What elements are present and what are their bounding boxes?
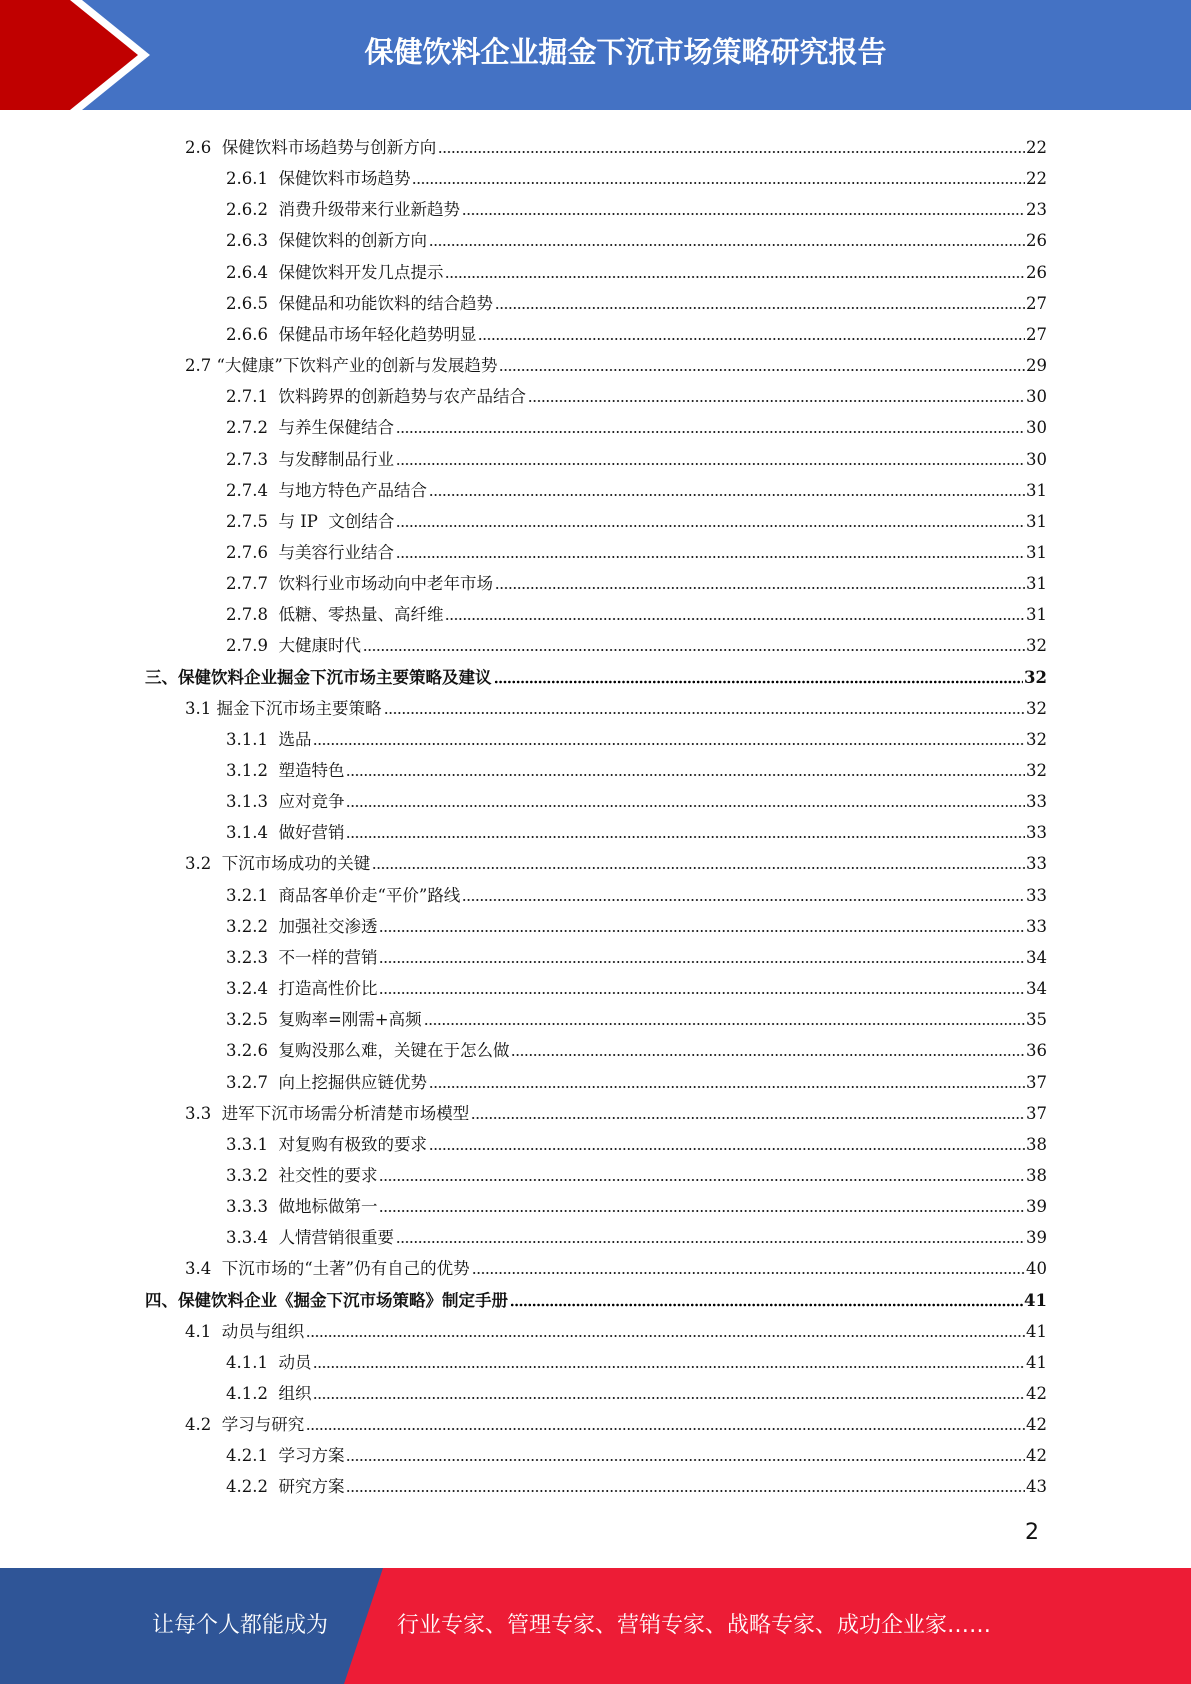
toc-section[interactable] [185,1094,1047,1125]
toc-subsection[interactable] [226,813,1047,844]
toc-subsection[interactable] [226,190,1047,221]
toc-entry-page: 42 [1026,1415,1047,1435]
footer-slogan-right: 行业专家、管理专家、营销专家、战略专家、成功企业家…… [397,1613,992,1638]
toc-entry-page: 31 [1026,511,1047,531]
toc-entry-number: 3.1.1 [226,729,279,749]
toc-dot-leader [379,1209,1025,1213]
toc-entry-page: 42 [1026,1446,1047,1466]
toc-entry-title: 保健饮料开发几点提示 [278,262,444,282]
report-title: 保健饮料企业掘金下沉市场策略研究报告 [364,35,887,69]
toc-dot-leader [462,212,1025,216]
toc-entry-page: 30 [1026,449,1047,469]
toc-entry-title: 保健饮料企业《掘金下沉市场策略》制定手册 [178,1290,508,1310]
toc-entry-number: 2.6.5 [226,293,279,313]
toc-dot-leader [363,648,1025,652]
toc-entry-number: 3.2.7 [226,1072,279,1092]
toc-dot-leader [495,306,1025,310]
toc-section[interactable] [185,346,1047,377]
toc-subsection[interactable] [226,1125,1047,1156]
toc-dot-leader [396,462,1025,466]
toc-dot-leader [445,617,1025,621]
toc-dot-leader [346,1489,1025,1493]
toc-entry-page: 39 [1026,1197,1047,1217]
toc-entry-page: 27 [1026,324,1047,344]
toc-dot-leader [472,1271,1025,1275]
toc-dot-leader [379,929,1025,933]
toc-entry-number: 4.2.2 [226,1477,279,1497]
toc-entry-page: 22 [1026,138,1047,157]
toc-entry-page: 29 [1026,356,1047,376]
toc-dot-leader [379,991,1025,995]
toc-entry-number: 2.7.2 [226,418,279,438]
toc-entry-title: 复购没那么难，关键在于怎么做 [278,1041,510,1061]
toc-entry-page: 38 [1026,1134,1047,1154]
toc-subsection[interactable] [226,626,1047,657]
toc-subsection[interactable] [226,1156,1047,1187]
toc-dot-leader [379,960,1025,964]
toc-entry-page: 26 [1026,231,1047,251]
toc-entry-number: 3.2.5 [226,1010,279,1030]
toc-entry-title: 与养生保健结合 [278,418,394,438]
toc-dot-leader [313,1365,1025,1369]
toc-entry-page: 32 [1026,698,1047,718]
toc-entry-page: 31 [1026,574,1047,594]
toc-entry-title: 学习与研究 [221,1415,305,1435]
toc-entry-title: 下沉市场成功的关键 [221,854,371,874]
toc-entry-number: 2.6.1 [226,169,279,189]
toc-entry-title: 保健饮料的创新方向 [278,231,427,251]
toc-dot-leader [429,1085,1025,1089]
toc-dot-leader [379,1178,1025,1182]
toc-dot-leader [429,243,1025,247]
toc-entry-title: 下沉市场的“土著”仍有自己的优势 [221,1259,470,1279]
toc-entry-number: 2.7.4 [226,480,279,500]
toc-dot-leader [424,1022,1025,1026]
toc-section[interactable] [185,1312,1047,1343]
toc-entry-page: 40 [1026,1259,1047,1279]
toc-dot-leader [412,181,1025,185]
toc-subsection[interactable] [226,876,1047,907]
toc-entry-page: 32 [1024,667,1047,687]
toc-entry-page: 30 [1026,387,1047,407]
toc-subsection[interactable] [226,1467,1047,1498]
toc-entry-number: 2.7.1 [226,387,279,407]
toc-dot-leader [372,866,1025,870]
toc-entry-page: 43 [1026,1477,1047,1497]
toc-entry-title: 保健品市场年轻化趋势明显 [278,324,477,344]
toc-entry-number: 3.3.2 [226,1165,279,1185]
toc-entry-page: 31 [1026,480,1047,500]
toc-entry-title: 打造高性价比 [278,979,378,999]
toc-dot-leader [396,524,1025,528]
toc-subsection[interactable] [226,1218,1047,1249]
toc-subsection[interactable] [226,1187,1047,1218]
toc-section[interactable] [185,128,1047,159]
toc-entry-page: 33 [1026,792,1047,812]
toc-subsection[interactable] [226,751,1047,782]
toc-entry-number: 3.2.6 [226,1041,279,1061]
toc-entry-number: 3.1.3 [226,792,279,812]
page-number: 2 [1025,1520,1039,1545]
toc-section[interactable] [185,844,1047,875]
toc-entry-number: 4.2 [185,1415,222,1435]
toc-dot-leader [384,711,1026,715]
toc-subsection[interactable] [226,1374,1047,1405]
toc-entry-title: 掘金下沉市场主要策略 [216,698,382,718]
toc-section[interactable] [185,1405,1047,1436]
toc-entry-page: 33 [1026,854,1047,874]
toc-subsection[interactable] [226,502,1047,533]
toc-entry-page: 33 [1026,885,1047,905]
toc-entry-number: 2.6.3 [226,231,279,251]
page-footer [0,1568,1191,1684]
toc-entry-number: 3.1 [185,698,217,718]
toc-dot-leader [313,1396,1025,1400]
toc-entry-page: 31 [1026,605,1047,625]
toc-subsection[interactable] [226,1063,1047,1094]
toc-entry-title: 动员与组织 [221,1321,305,1341]
toc-subsection[interactable] [226,595,1047,626]
toc-subsection[interactable] [226,408,1047,439]
toc-entry-title: 社交性的要求 [278,1165,378,1185]
toc-entry-title: 人情营销很重要 [278,1228,394,1248]
toc-dot-leader [396,1240,1025,1244]
toc-entry-number: 4.1.1 [226,1352,279,1372]
toc-entry-title: 向上挖掘供应链优势 [278,1072,427,1092]
toc-entry-number: 4.2.1 [226,1446,279,1466]
toc-entry-title: 进军下沉市场需分析清楚市场模型 [221,1103,470,1123]
toc-entry-number: 2.6 [185,138,222,157]
toc-entry-number: 3.3.4 [226,1228,279,1248]
toc-entry-title: “大健康”下饮料产业的创新与发展趋势 [216,356,498,376]
toc-entry-page: 33 [1026,823,1047,843]
toc-entry-page: 23 [1026,200,1047,220]
toc-chapter[interactable] [145,658,1047,689]
toc-entry-title: 对复购有极致的要求 [278,1134,427,1154]
toc-entry-number: 2.6.2 [226,200,279,220]
toc-dot-leader [494,680,1024,684]
toc-subsection[interactable] [226,1343,1047,1374]
toc-entry-title: 选品 [278,729,312,749]
toc-entry-page: 30 [1026,418,1047,438]
toc-entry-title: 与美容行业结合 [278,542,394,562]
toc-entry-title: 饮料跨界的创新趋势与农产品结合 [278,387,526,407]
toc-dot-leader [346,804,1025,808]
page-header [0,0,1191,110]
chevron-decoration-icon [0,0,160,110]
toc-entry-page: 27 [1026,293,1047,313]
toc-subsection[interactable] [226,253,1047,284]
toc-entry-number: 2.7.6 [226,542,279,562]
toc-entry-title: 做地标做第一 [278,1197,378,1217]
toc-entry-number: 3.2.2 [226,916,279,936]
toc-entry-page: 41 [1024,1290,1047,1310]
toc-subsection[interactable] [226,440,1047,471]
toc-entry-title: 动员 [278,1352,312,1372]
toc-entry-page: 37 [1026,1103,1047,1123]
toc-dot-leader [396,555,1025,559]
toc-entry-number: 4.1 [185,1321,222,1341]
toc-entry-number: 3.4 [185,1259,222,1279]
toc-entry-page: 34 [1026,979,1047,999]
toc-subsection[interactable] [226,782,1047,813]
toc-subsection[interactable] [226,377,1047,408]
toc-entry-title: 与地方特色产品结合 [278,480,427,500]
toc-entry-number: 3.3 [185,1103,222,1123]
toc-entry-page: 22 [1026,169,1047,189]
toc-subsection[interactable] [226,533,1047,564]
toc-dot-leader [478,337,1025,341]
toc-entry-number: 3.2.4 [226,979,279,999]
toc-entry-page: 41 [1026,1352,1047,1372]
toc-subsection[interactable] [226,564,1047,595]
toc-entry-title: 保健饮料企业掘金下沉市场主要策略及建议 [178,667,492,687]
toc-entry-page: 32 [1026,761,1047,780]
toc-entry-number: 三、 [145,667,178,687]
toc-entry-title: 大健康时代 [278,636,361,656]
toc-entry-page: 35 [1026,1010,1047,1030]
toc-entry-title: 饮料行业市场动向中老年市场 [278,574,493,594]
toc-chapter[interactable] [145,1281,1047,1312]
toc-entry-title: 与发酵制品行业 [278,449,394,469]
toc-entry-title: 低糖、零热量、高纤维 [278,605,444,625]
toc-subsection[interactable] [226,969,1047,1000]
toc-subsection[interactable] [226,159,1047,190]
toc-entry-number: 3.3.3 [226,1197,279,1217]
toc-subsection[interactable] [226,1031,1047,1062]
toc-subsection[interactable] [226,315,1047,346]
toc-entry-title: 组织 [278,1384,312,1403]
toc-entry-number: 2.7.5 [226,511,279,531]
toc-dot-leader [471,1116,1025,1120]
toc-dot-leader [313,742,1025,746]
toc-dot-leader [462,898,1025,902]
toc-entry-number: 2.7.7 [226,574,279,594]
toc-entry-page: 38 [1026,1165,1047,1185]
toc-entry-page: 32 [1026,636,1047,656]
toc-entry-title: 学习方案 [278,1446,345,1466]
toc-entry-title: 做好营销 [278,823,345,843]
toc-dot-leader [346,835,1025,839]
toc-dot-leader [511,1053,1025,1057]
toc-entry-page: 41 [1026,1321,1047,1341]
toc-dot-leader [528,399,1025,403]
toc-subsection[interactable] [226,471,1047,502]
toc-subsection[interactable] [226,938,1047,969]
toc-subsection[interactable] [226,907,1047,938]
toc-entry-page: 42 [1026,1384,1047,1403]
toc-entry-title: 保健饮料市场趋势 [278,169,411,189]
toc-entry-title: 加强社交渗透 [278,916,378,936]
toc-entry-number: 3.1.4 [226,823,279,843]
toc-subsection[interactable] [226,284,1047,315]
toc-dot-leader [438,150,1025,154]
toc-entry-number: 3.2.3 [226,947,279,967]
toc-entry-page: 34 [1026,947,1047,967]
toc-subsection[interactable] [226,1000,1047,1031]
toc-entry-number: 3.2.1 [226,885,279,905]
toc-entry-number: 3.2 [185,854,222,874]
toc-subsection[interactable] [226,221,1047,252]
toc-dot-leader [306,1334,1025,1338]
toc-entry-title: 研究方案 [278,1477,345,1497]
toc-entry-title: 不一样的营销 [278,947,378,967]
toc-entry-page: 31 [1026,542,1047,562]
toc-entry-page: 36 [1026,1041,1047,1061]
toc-entry-number: 2.7.9 [226,636,279,656]
toc-entry-title: 应对竞争 [278,792,345,812]
toc-dot-leader [445,275,1025,279]
toc-entry-title: 复购率=刚需+高频 [278,1010,422,1030]
toc-dot-leader [429,1147,1025,1151]
toc-entry-number: 2.6.4 [226,262,279,282]
toc-entry-page: 33 [1026,916,1047,936]
toc-entry-page: 39 [1026,1228,1047,1248]
toc-entry-number: 2.7 [185,356,217,376]
toc-entry-page: 37 [1026,1072,1047,1092]
toc-entry-number: 四、 [145,1290,178,1310]
toc-entry-number: 3.1.2 [226,761,279,780]
toc-section[interactable] [185,689,1047,720]
toc-entry-number: 3.3.1 [226,1134,279,1154]
toc-dot-leader [306,1427,1025,1431]
toc-dot-leader [429,493,1025,497]
toc-entry-title: 保健饮料市场趋势与创新方向 [221,138,437,157]
toc-dot-leader [510,1303,1023,1307]
toc-entry-page: 32 [1026,729,1047,749]
toc-entry-page: 26 [1026,262,1047,282]
toc-subsection[interactable] [226,1436,1047,1467]
toc-entry-number: 2.7.3 [226,449,279,469]
toc-dot-leader [346,1458,1025,1462]
toc-entry-title: 与 IP 文创结合 [278,511,395,531]
toc-entry-number: 2.6.6 [226,324,279,344]
toc-entry-title: 塑造特色 [278,761,345,780]
toc-dot-leader [346,773,1025,777]
toc-dot-leader [396,430,1025,434]
toc-entry-number: 2.7.8 [226,605,279,625]
toc-dot-leader [495,586,1025,590]
toc-entry-title: 保健品和功能饮料的结合趋势 [278,293,493,313]
toc-entry-title: 消费升级带来行业新趋势 [278,200,460,220]
toc-section[interactable] [185,1249,1047,1280]
footer-slogan-left: 让每个人都能成为 [151,1613,328,1638]
toc-dot-leader [499,368,1025,372]
toc-entry-number: 4.1.2 [226,1384,279,1403]
toc-subsection[interactable] [226,720,1047,751]
toc-entry-title: 商品客单价走“平价”路线 [278,885,461,905]
